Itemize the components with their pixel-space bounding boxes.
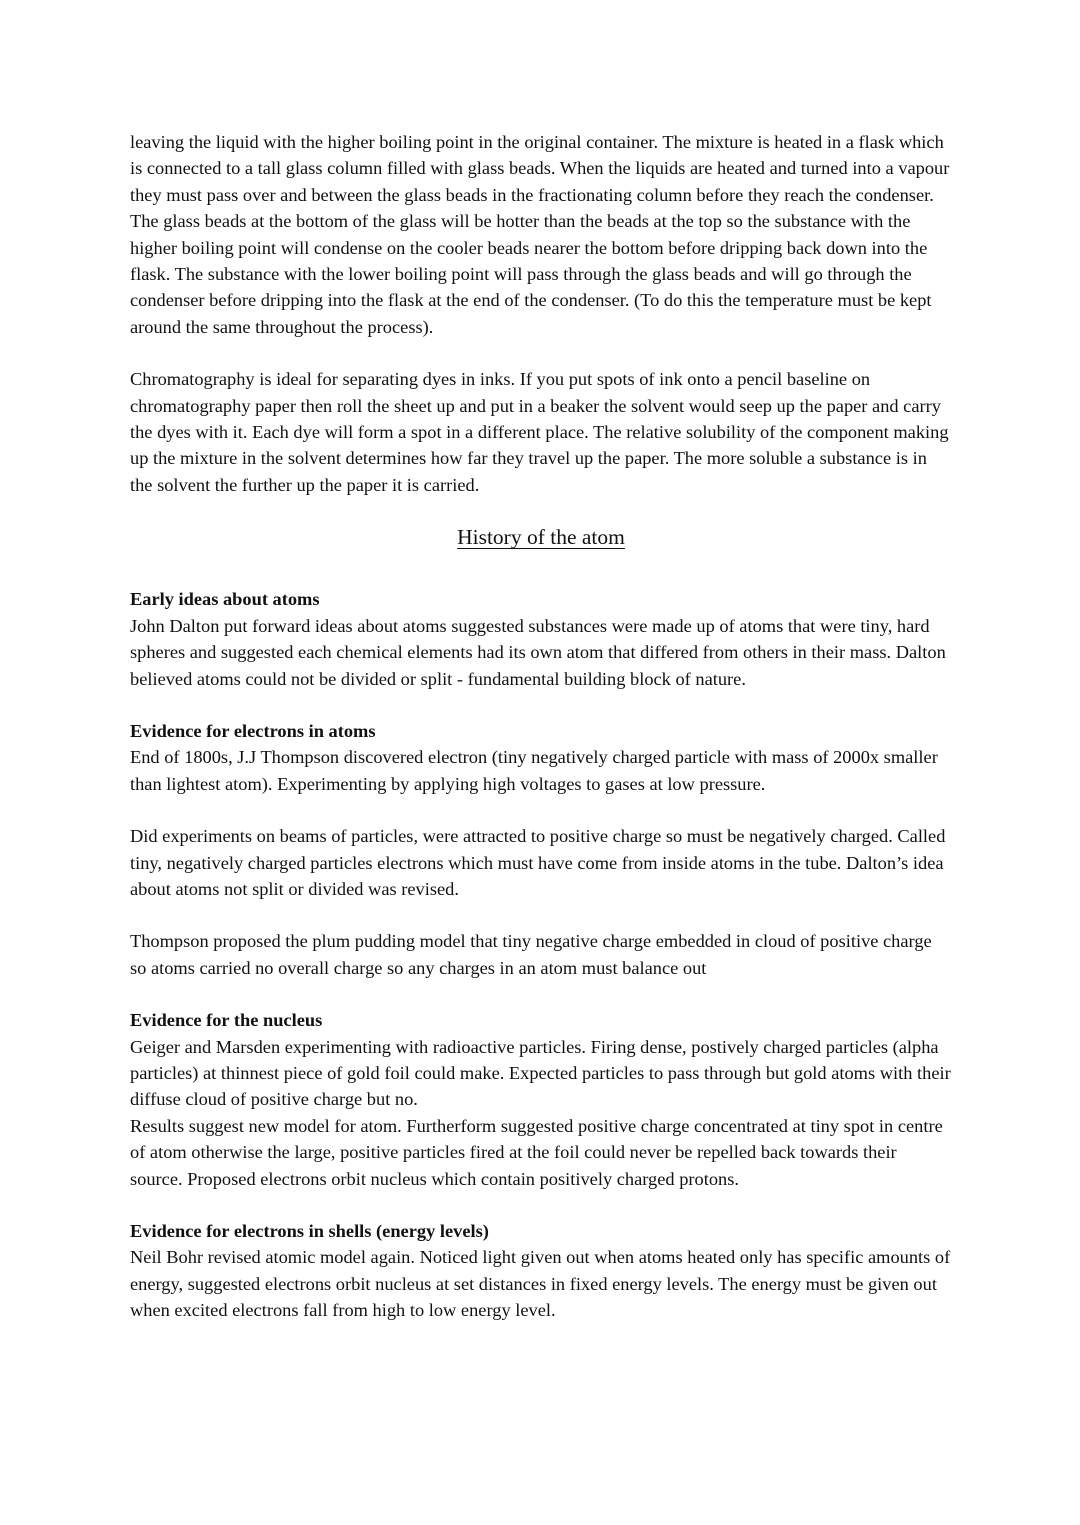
section-heading: Evidence for electrons in shells (energy levels) (130, 1221, 489, 1241)
document-page (130, 129, 952, 1324)
page-title: History of the atom (457, 525, 625, 550)
section-paragraph: Did experiments on beams of particles, were attracted to positive charge so must be negatively charged. Called tiny, negatively charged particles electrons which must have come from inside atoms in the tube. Dalton’s idea about atoms not split or divided was revised. (130, 826, 946, 899)
section-nucleus (130, 1007, 952, 1192)
section-paragraph: Thompson proposed the plum pudding model that tiny negative charge embedded in cloud of positive charge so atoms carried no overall charge so any charges in an atom must balance out (130, 931, 932, 978)
section-paragraph: Geiger and Marsden experimenting with radioactive particles. Firing dense, postively charged particles (alpha particles) at thinnest piece of gold foil could make. Expected particles to pass through but gold atoms with their diffuse cloud of positive charge but no. (130, 1036, 951, 1110)
section-heading: Evidence for electrons in atoms (130, 720, 376, 741)
section-paragraph: John Dalton put forward ideas about atoms suggested substances were made up of atoms that were tiny, hard spheres and suggested each chemical elements had its own atom that differed from others in their mass. Dalton believed atoms could not be divided or split - fundamental building block of nature. (130, 615, 946, 689)
section-paragraph: Results suggest new model for atom. Furtherform suggested positive charge concentrated at tiny spot in centre of atom otherwise the large, positive particles fired at the foil could never be repelled back towards their source. Proposed electrons orbit nucleus which contain positively charged protons. (130, 1115, 943, 1189)
section-heading: Early ideas about atoms (130, 589, 320, 610)
section-paragraph: Neil Bohr revised atomic model again. Noticed light given out when atoms heated only has specific amounts of energy, suggested electrons orbit nucleus at set distances in fixed energy levels. The energy must be given out when excited electrons fall from high to low energy level. (130, 1247, 951, 1321)
section-electrons (130, 718, 952, 981)
section-paragraph: End of 1800s, J.J Thompson discovered electron (tiny negatively charged particle with mass of 2000x smaller than lightest atom). Experimenting by applying high voltages to gases at low pressure. (130, 747, 938, 794)
section-shells (130, 1218, 952, 1324)
chromatography-paragraph: Chromatography is ideal for separating dyes in inks. If you put spots of ink onto a pencil baseline on chromatography paper then roll the sheet up and put in a beaker the solvent would seep up the paper and carry the dyes with it. Each dye will form a spot in a different place. The relative solubility of the component making up the mixture in the solvent determines how far they travel up the paper. The more soluble a substance is in the solvent the further up the paper it is carried. (130, 369, 949, 495)
section-early-ideas (130, 586, 952, 692)
section-heading: Evidence for the nucleus (130, 1010, 323, 1031)
fractional-distillation-paragraph: leaving the liquid with the higher boiling point in the original container. The mixture is heated in a flask which is connected to a tall glass column filled with glass beads. When the liquids are heated and turned into a vapour they must pass over and between the glass beads in the fractionating column before they reach the condenser. The glass beads at the bottom of the glass will be hotter than the beads at the top so the substance with the higher boiling point will condense on the cooler beads nearer the bottom before dripping back down into the flask. The substance with the lower boiling point will pass through the glass beads and will go through the condenser before dripping into the flask at the end of the condenser. (To do this the temperature must be kept around the same throughout the process). (130, 132, 950, 337)
